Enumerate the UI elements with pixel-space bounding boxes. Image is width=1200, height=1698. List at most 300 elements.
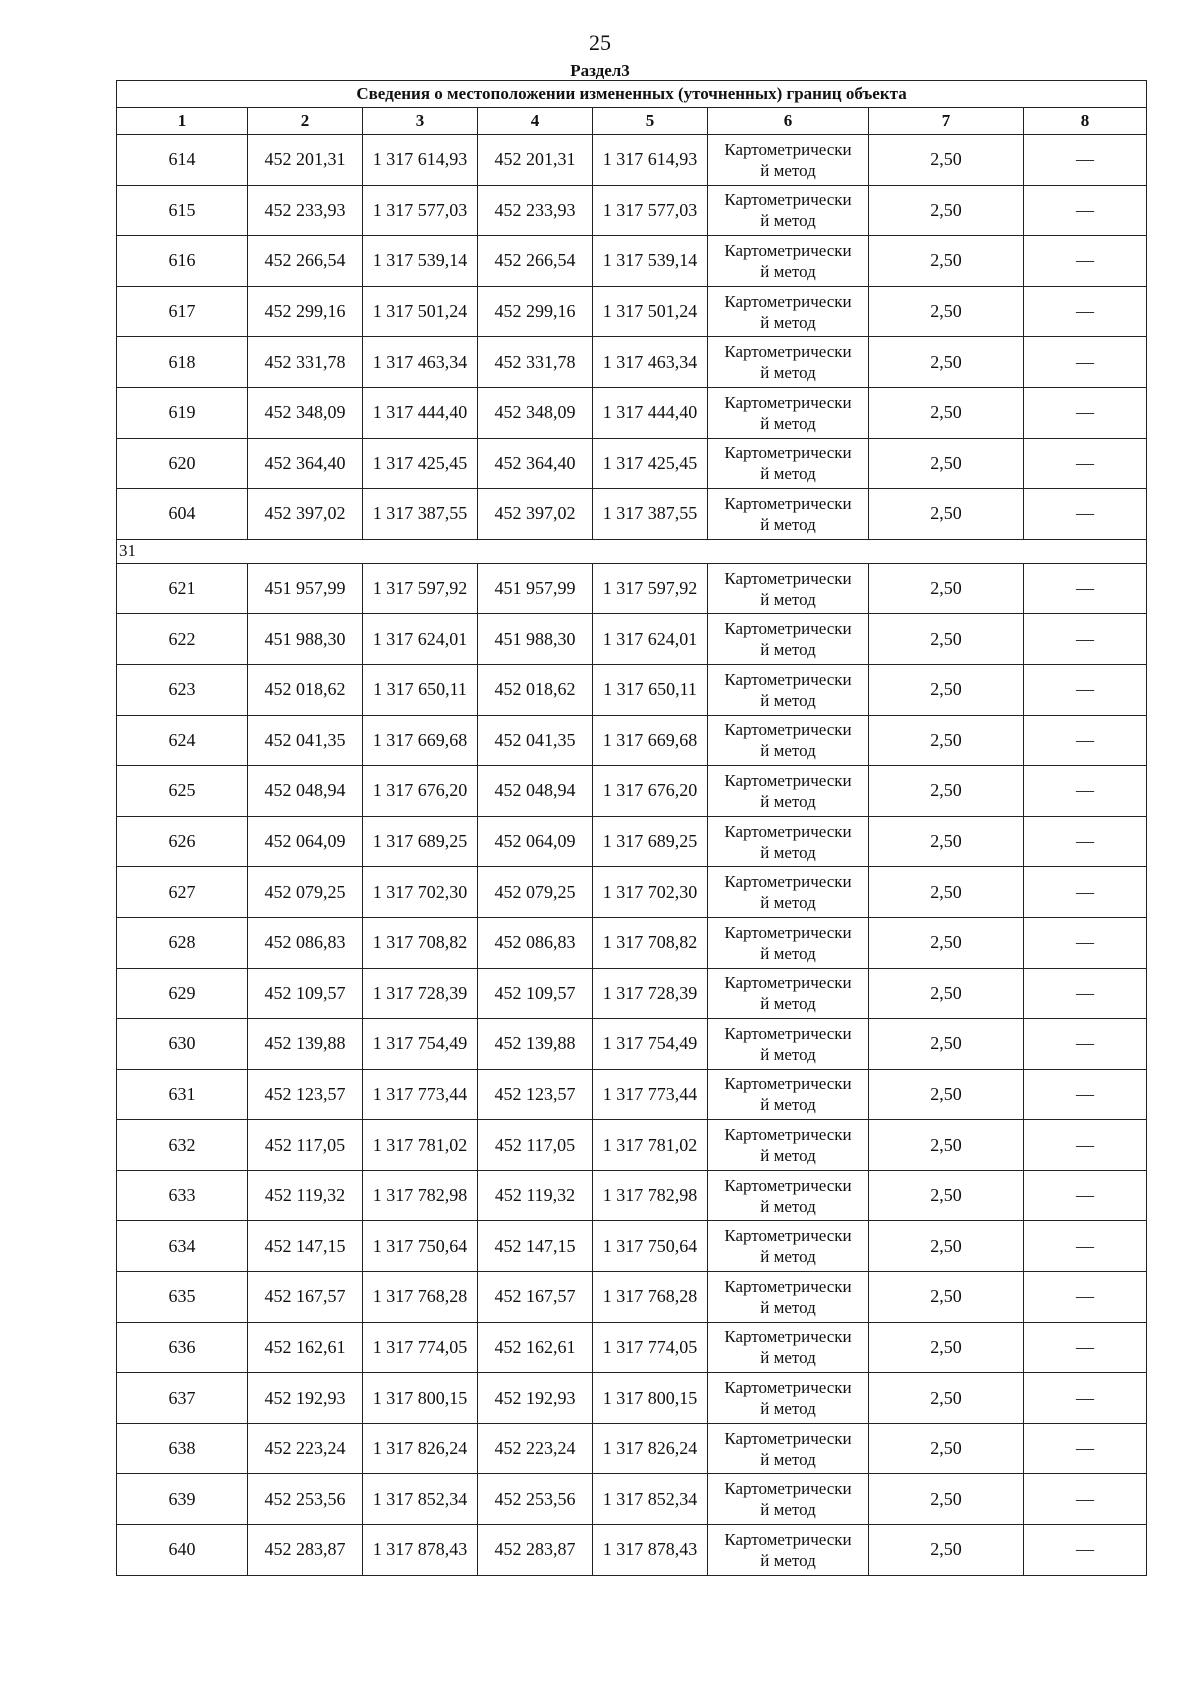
point-number-cell: 620	[117, 438, 248, 489]
method-line-1: Картометрически	[724, 1175, 852, 1195]
accuracy-cell: 2,50	[869, 816, 1024, 867]
coordinate-cell: 1 317 728,39	[593, 968, 708, 1019]
table-row	[117, 766, 1147, 817]
coordinate-cell: 452 119,32	[248, 1170, 363, 1221]
coordinate-cell: 1 317 826,24	[363, 1423, 478, 1474]
dash-cell: —	[1024, 715, 1147, 766]
coordinate-cell: 1 317 781,02	[363, 1120, 478, 1171]
dash-cell: —	[1024, 816, 1147, 867]
method-cell	[708, 1373, 869, 1424]
point-number-cell: 639	[117, 1474, 248, 1525]
method-cell	[708, 563, 869, 614]
coordinate-cell: 452 147,15	[478, 1221, 593, 1272]
dash-cell: —	[1024, 766, 1147, 817]
point-number-cell: 623	[117, 664, 248, 715]
method-line-2: й метод	[760, 1500, 816, 1520]
coordinate-cell: 1 317 826,24	[593, 1423, 708, 1474]
method-line-1: Картометрически	[724, 493, 852, 513]
method-line-2: й метод	[760, 1044, 816, 1064]
dash-cell: —	[1024, 867, 1147, 918]
accuracy-cell: 2,50	[869, 1221, 1024, 1272]
coordinate-cell: 452 123,57	[248, 1069, 363, 1120]
method-line-1: Картометрически	[724, 1023, 852, 1043]
table-row	[117, 1019, 1147, 1070]
method-line-2: й метод	[760, 589, 816, 609]
coordinate-cell: 452 201,31	[478, 135, 593, 186]
method-line-2: й метод	[760, 1449, 816, 1469]
coordinate-cell: 1 317 463,34	[593, 337, 708, 388]
point-number-cell: 629	[117, 968, 248, 1019]
page-number: 25	[589, 30, 611, 55]
point-number-cell: 604	[117, 489, 248, 540]
accuracy-cell: 2,50	[869, 438, 1024, 489]
accuracy-cell: 2,50	[869, 1525, 1024, 1576]
method-line-1: Картометрически	[724, 1479, 852, 1499]
table-row	[117, 1474, 1147, 1525]
coordinate-cell: 452 018,62	[248, 664, 363, 715]
coordinate-cell: 452 064,09	[248, 816, 363, 867]
point-number-cell: 636	[117, 1322, 248, 1373]
method-line-2: й метод	[760, 464, 816, 484]
coordinate-cell: 1 317 689,25	[363, 816, 478, 867]
coordinate-cell: 1 317 425,45	[363, 438, 478, 489]
coordinate-cell: 1 317 577,03	[363, 185, 478, 236]
table-row	[117, 1170, 1147, 1221]
table-body-part-a	[117, 135, 1147, 540]
table-row	[117, 286, 1147, 337]
coordinate-cell: 1 317 539,14	[593, 236, 708, 287]
coordinate-cell: 1 317 754,49	[593, 1019, 708, 1070]
table-row	[117, 489, 1147, 540]
coordinate-cell: 1 317 702,30	[593, 867, 708, 918]
method-line-2: й метод	[760, 842, 816, 862]
method-line-2: й метод	[760, 1550, 816, 1570]
table-row	[117, 614, 1147, 665]
column-number: 1	[117, 108, 248, 135]
accuracy-cell: 2,50	[869, 1019, 1024, 1070]
coordinate-cell: 1 317 750,64	[363, 1221, 478, 1272]
coordinate-cell: 1 317 774,05	[363, 1322, 478, 1373]
section-title: Раздел3	[570, 61, 630, 80]
coordinate-cell: 1 317 754,49	[363, 1019, 478, 1070]
method-line-1: Картометрически	[724, 770, 852, 790]
table-row	[117, 387, 1147, 438]
coordinate-cell: 1 317 444,40	[593, 387, 708, 438]
coordinate-cell: 452 223,24	[248, 1423, 363, 1474]
method-line-2: й метод	[760, 791, 816, 811]
table-row	[117, 236, 1147, 287]
dash-cell: —	[1024, 614, 1147, 665]
method-cell	[708, 489, 869, 540]
method-cell	[708, 1120, 869, 1171]
point-number-cell: 614	[117, 135, 248, 186]
coordinate-cell: 452 283,87	[478, 1525, 593, 1576]
coordinate-cell: 452 064,09	[478, 816, 593, 867]
table-row	[117, 664, 1147, 715]
accuracy-cell: 2,50	[869, 563, 1024, 614]
dash-cell: —	[1024, 1170, 1147, 1221]
accuracy-cell: 2,50	[869, 135, 1024, 186]
method-line-2: й метод	[760, 312, 816, 332]
coordinate-cell: 452 162,61	[478, 1322, 593, 1373]
dash-cell: —	[1024, 563, 1147, 614]
coordinate-cell: 452 119,32	[478, 1170, 593, 1221]
table-row	[117, 968, 1147, 1019]
method-line-2: й метод	[760, 640, 816, 660]
point-number-cell: 640	[117, 1525, 248, 1576]
coordinate-cell: 452 348,09	[478, 387, 593, 438]
coordinate-cell: 452 139,88	[478, 1019, 593, 1070]
method-line-2: й метод	[760, 1095, 816, 1115]
accuracy-cell: 2,50	[869, 917, 1024, 968]
method-cell	[708, 1525, 869, 1576]
method-line-2: й метод	[760, 1399, 816, 1419]
method-cell	[708, 387, 869, 438]
dash-cell: —	[1024, 1373, 1147, 1424]
method-line-2: й метод	[760, 690, 816, 710]
coordinate-cell: 452 397,02	[478, 489, 593, 540]
dash-cell: —	[1024, 135, 1147, 186]
method-cell	[708, 438, 869, 489]
coordinate-cell: 1 317 773,44	[363, 1069, 478, 1120]
point-number-cell: 637	[117, 1373, 248, 1424]
method-line-2: й метод	[760, 1348, 816, 1368]
method-line-1: Картометрически	[724, 1226, 852, 1246]
coordinate-cell: 1 317 463,34	[363, 337, 478, 388]
coordinate-cell: 1 317 577,03	[593, 185, 708, 236]
coordinate-cell: 1 317 750,64	[593, 1221, 708, 1272]
method-cell	[708, 135, 869, 186]
table-row	[117, 1069, 1147, 1120]
method-line-1: Картометрически	[724, 1378, 852, 1398]
point-number-cell: 627	[117, 867, 248, 918]
dash-cell: —	[1024, 1120, 1147, 1171]
coordinate-cell: 452 192,93	[478, 1373, 593, 1424]
coordinate-cell: 1 317 676,20	[593, 766, 708, 817]
coordinate-cell: 452 048,94	[478, 766, 593, 817]
coordinate-cell: 452 201,31	[248, 135, 363, 186]
coordinate-cell: 1 317 597,92	[593, 563, 708, 614]
method-line-1: Картометрически	[724, 342, 852, 362]
accuracy-cell: 2,50	[869, 387, 1024, 438]
coordinate-cell: 1 317 387,55	[593, 489, 708, 540]
coordinate-cell: 452 253,56	[248, 1474, 363, 1525]
coordinate-cell: 452 233,93	[248, 185, 363, 236]
method-cell	[708, 337, 869, 388]
coordinate-cell: 451 988,30	[478, 614, 593, 665]
method-line-2: й метод	[760, 261, 816, 281]
coordinate-cell: 451 988,30	[248, 614, 363, 665]
table-row	[117, 563, 1147, 614]
dash-cell: —	[1024, 1474, 1147, 1525]
method-cell	[708, 614, 869, 665]
coordinate-cell: 452 139,88	[248, 1019, 363, 1070]
method-line-1: Картометрически	[724, 1125, 852, 1145]
method-line-1: Картометрически	[724, 821, 852, 841]
group-label: 31	[117, 539, 1147, 563]
method-line-1: Картометрически	[724, 720, 852, 740]
coordinate-cell: 452 041,35	[248, 715, 363, 766]
point-number-cell: 621	[117, 563, 248, 614]
accuracy-cell: 2,50	[869, 664, 1024, 715]
method-line-2: й метод	[760, 514, 816, 534]
accuracy-cell: 2,50	[869, 614, 1024, 665]
accuracy-cell: 2,50	[869, 715, 1024, 766]
coordinate-cell: 1 317 444,40	[363, 387, 478, 438]
dash-cell: —	[1024, 438, 1147, 489]
point-number-cell: 635	[117, 1272, 248, 1323]
table-row	[117, 1423, 1147, 1474]
dash-cell: —	[1024, 1019, 1147, 1070]
table-row	[117, 1373, 1147, 1424]
accuracy-cell: 2,50	[869, 185, 1024, 236]
method-cell	[708, 1272, 869, 1323]
accuracy-cell: 2,50	[869, 1322, 1024, 1373]
coordinate-cell: 452 086,83	[248, 917, 363, 968]
column-number: 3	[363, 108, 478, 135]
coordinate-cell: 1 317 614,93	[363, 135, 478, 186]
coordinate-cell: 1 317 728,39	[363, 968, 478, 1019]
coordinate-cell: 452 018,62	[478, 664, 593, 715]
method-line-2: й метод	[760, 211, 816, 231]
method-cell	[708, 1423, 869, 1474]
coordinate-cell: 1 317 614,93	[593, 135, 708, 186]
method-cell	[708, 1019, 869, 1070]
accuracy-cell: 2,50	[869, 489, 1024, 540]
coordinate-cell: 452 397,02	[248, 489, 363, 540]
accuracy-cell: 2,50	[869, 1373, 1024, 1424]
point-number-cell: 624	[117, 715, 248, 766]
coordinate-cell: 1 317 501,24	[363, 286, 478, 337]
method-line-1: Картометрически	[724, 619, 852, 639]
coordinate-cell: 452 283,87	[248, 1525, 363, 1576]
point-number-cell: 632	[117, 1120, 248, 1171]
method-line-2: й метод	[760, 160, 816, 180]
coordinate-cell: 1 317 650,11	[593, 664, 708, 715]
coordinate-cell: 1 317 708,82	[363, 917, 478, 968]
dash-cell: —	[1024, 1272, 1147, 1323]
method-line-2: й метод	[760, 1146, 816, 1166]
coordinate-cell: 1 317 852,34	[363, 1474, 478, 1525]
dash-cell: —	[1024, 968, 1147, 1019]
method-cell	[708, 867, 869, 918]
coordinate-cell: 1 317 702,30	[363, 867, 478, 918]
coordinate-cell: 452 223,24	[478, 1423, 593, 1474]
coordinate-cell: 452 167,57	[248, 1272, 363, 1323]
table-row	[117, 1120, 1147, 1171]
method-cell	[708, 715, 869, 766]
column-number-row	[117, 108, 1147, 135]
accuracy-cell: 2,50	[869, 1170, 1024, 1221]
method-cell	[708, 917, 869, 968]
method-line-2: й метод	[760, 1297, 816, 1317]
coordinate-cell: 1 317 782,98	[593, 1170, 708, 1221]
group-row	[117, 539, 1147, 563]
coordinate-cell: 1 317 597,92	[363, 563, 478, 614]
method-cell	[708, 968, 869, 1019]
table-row	[117, 438, 1147, 489]
dash-cell: —	[1024, 387, 1147, 438]
point-number-cell: 615	[117, 185, 248, 236]
coordinate-cell: 1 317 800,15	[363, 1373, 478, 1424]
coordinate-cell: 1 317 782,98	[363, 1170, 478, 1221]
coordinate-cell: 1 317 773,44	[593, 1069, 708, 1120]
accuracy-cell: 2,50	[869, 1423, 1024, 1474]
dash-cell: —	[1024, 917, 1147, 968]
coordinate-cell: 452 123,57	[478, 1069, 593, 1120]
coordinate-cell: 1 317 650,11	[363, 664, 478, 715]
accuracy-cell: 2,50	[869, 337, 1024, 388]
accuracy-cell: 2,50	[869, 968, 1024, 1019]
method-line-2: й метод	[760, 1196, 816, 1216]
coordinate-cell: 452 266,54	[478, 236, 593, 287]
column-number: 4	[478, 108, 593, 135]
coordinate-cell: 452 117,05	[478, 1120, 593, 1171]
table-row	[117, 1272, 1147, 1323]
coordinate-cell: 1 317 676,20	[363, 766, 478, 817]
method-line-1: Картометрически	[724, 1276, 852, 1296]
dash-cell: —	[1024, 1423, 1147, 1474]
point-number-cell: 633	[117, 1170, 248, 1221]
coordinate-cell: 1 317 425,45	[593, 438, 708, 489]
dash-cell: —	[1024, 1525, 1147, 1576]
dash-cell: —	[1024, 337, 1147, 388]
coordinate-cell: 452 162,61	[248, 1322, 363, 1373]
point-number-cell: 631	[117, 1069, 248, 1120]
dash-cell: —	[1024, 1069, 1147, 1120]
coordinate-cell: 452 079,25	[248, 867, 363, 918]
accuracy-cell: 2,50	[869, 867, 1024, 918]
accuracy-cell: 2,50	[869, 766, 1024, 817]
coordinates-table	[116, 80, 1147, 1576]
coordinate-cell: 1 317 800,15	[593, 1373, 708, 1424]
coordinate-cell: 1 317 768,28	[593, 1272, 708, 1323]
coordinate-cell: 452 117,05	[248, 1120, 363, 1171]
dash-cell: —	[1024, 185, 1147, 236]
dash-cell: —	[1024, 489, 1147, 540]
coordinate-cell: 451 957,99	[478, 563, 593, 614]
coordinate-cell: 1 317 669,68	[593, 715, 708, 766]
coordinate-cell: 1 317 774,05	[593, 1322, 708, 1373]
coordinate-cell: 452 041,35	[478, 715, 593, 766]
coordinate-cell: 452 192,93	[248, 1373, 363, 1424]
coordinate-cell: 1 317 781,02	[593, 1120, 708, 1171]
coordinate-cell: 1 317 852,34	[593, 1474, 708, 1525]
coordinate-cell: 1 317 624,01	[363, 614, 478, 665]
coordinate-cell: 1 317 387,55	[363, 489, 478, 540]
method-cell	[708, 286, 869, 337]
coordinate-cell: 452 109,57	[248, 968, 363, 1019]
method-line-2: й метод	[760, 413, 816, 433]
coordinate-cell: 451 957,99	[248, 563, 363, 614]
method-line-1: Картометрически	[724, 922, 852, 942]
point-number-cell: 634	[117, 1221, 248, 1272]
method-line-1: Картометрически	[724, 139, 852, 159]
point-number-cell: 619	[117, 387, 248, 438]
method-line-2: й метод	[760, 994, 816, 1014]
method-cell	[708, 1322, 869, 1373]
table-row	[117, 337, 1147, 388]
column-number: 7	[869, 108, 1024, 135]
coordinate-cell: 452 109,57	[478, 968, 593, 1019]
coordinate-cell: 1 317 689,25	[593, 816, 708, 867]
coordinate-cell: 1 317 539,14	[363, 236, 478, 287]
method-line-2: й метод	[760, 943, 816, 963]
table-row	[117, 1322, 1147, 1373]
point-number-cell: 638	[117, 1423, 248, 1474]
method-cell	[708, 1170, 869, 1221]
accuracy-cell: 2,50	[869, 1474, 1024, 1525]
table-row	[117, 917, 1147, 968]
table-row	[117, 715, 1147, 766]
coordinate-cell: 452 253,56	[478, 1474, 593, 1525]
coordinate-cell: 452 348,09	[248, 387, 363, 438]
coordinate-cell: 452 331,78	[478, 337, 593, 388]
method-cell	[708, 766, 869, 817]
table-title: Сведения о местоположении измененных (уточненных) границ объекта	[117, 81, 1147, 108]
method-cell	[708, 236, 869, 287]
coordinate-cell: 1 317 501,24	[593, 286, 708, 337]
point-number-cell: 626	[117, 816, 248, 867]
method-line-1: Картометрически	[724, 392, 852, 412]
method-cell	[708, 185, 869, 236]
coordinate-cell: 452 147,15	[248, 1221, 363, 1272]
accuracy-cell: 2,50	[869, 236, 1024, 287]
point-number-cell: 622	[117, 614, 248, 665]
dash-cell: —	[1024, 1322, 1147, 1373]
accuracy-cell: 2,50	[869, 1069, 1024, 1120]
coordinate-cell: 452 233,93	[478, 185, 593, 236]
method-line-1: Картометрически	[724, 973, 852, 993]
column-number: 6	[708, 108, 869, 135]
coordinate-cell: 452 079,25	[478, 867, 593, 918]
table-row	[117, 1221, 1147, 1272]
point-number-cell: 617	[117, 286, 248, 337]
method-line-2: й метод	[760, 741, 816, 761]
method-line-2: й метод	[760, 1247, 816, 1267]
table-row	[117, 185, 1147, 236]
point-number-cell: 628	[117, 917, 248, 968]
table-body-part-b	[117, 563, 1147, 1575]
table-row	[117, 1525, 1147, 1576]
coordinate-cell: 452 048,94	[248, 766, 363, 817]
method-line-2: й метод	[760, 893, 816, 913]
table-row	[117, 135, 1147, 186]
column-number: 5	[593, 108, 708, 135]
method-line-1: Картометрически	[724, 872, 852, 892]
coordinate-cell: 1 317 669,68	[363, 715, 478, 766]
table-row	[117, 867, 1147, 918]
accuracy-cell: 2,50	[869, 1120, 1024, 1171]
point-number-cell: 625	[117, 766, 248, 817]
accuracy-cell: 2,50	[869, 1272, 1024, 1323]
method-cell	[708, 664, 869, 715]
method-line-1: Картометрически	[724, 291, 852, 311]
method-line-1: Картометрически	[724, 669, 852, 689]
coordinate-cell: 452 299,16	[478, 286, 593, 337]
accuracy-cell: 2,50	[869, 286, 1024, 337]
method-line-1: Картометрически	[724, 240, 852, 260]
method-cell	[708, 816, 869, 867]
method-line-1: Картометрически	[724, 443, 852, 463]
method-cell	[708, 1069, 869, 1120]
coordinate-cell: 452 364,40	[248, 438, 363, 489]
point-number-cell: 630	[117, 1019, 248, 1070]
dash-cell: —	[1024, 1221, 1147, 1272]
method-line-1: Картометрически	[724, 190, 852, 210]
method-line-2: й метод	[760, 363, 816, 383]
point-number-cell: 618	[117, 337, 248, 388]
